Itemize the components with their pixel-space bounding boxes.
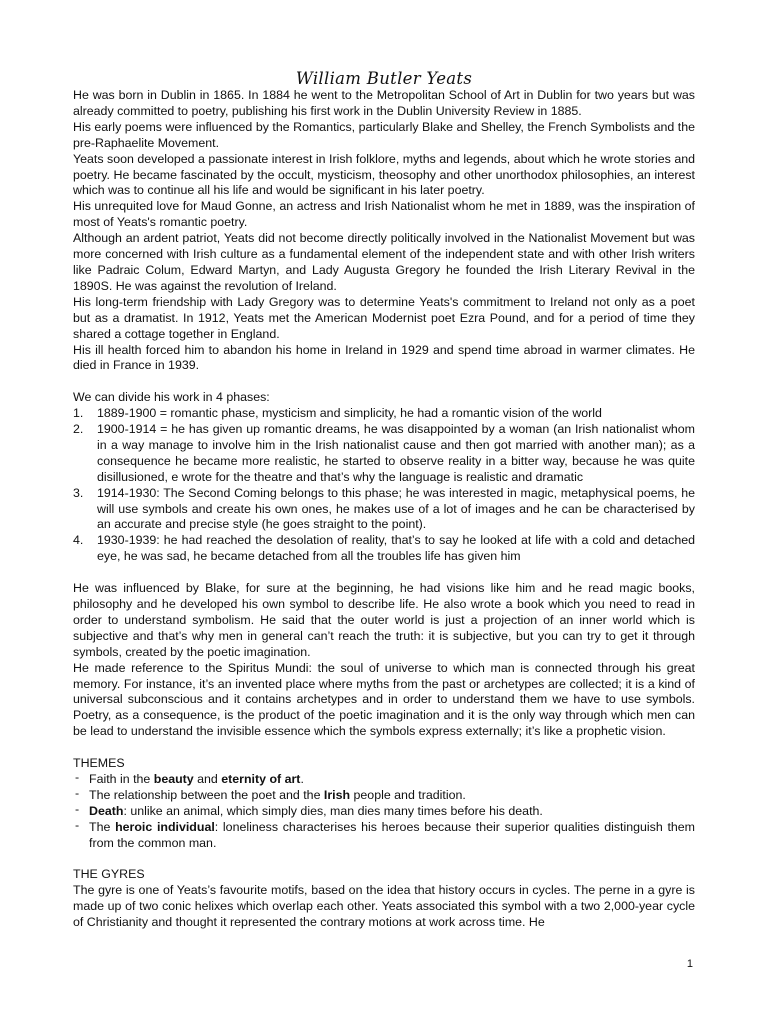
phase-text: 1889-1900 = romantic phase, mysticism and simplicity, he had a romantic vision of the world <box>97 406 602 421</box>
spacer <box>73 740 695 756</box>
bio-paragraph: His ill health forced him to abandon his home in Ireland in 1929 and spend time abroad in warmer climates. He died in France in 1939. <box>73 342 695 373</box>
phase-item <box>73 422 695 486</box>
theme-text: . <box>300 771 304 786</box>
phase-text: 1900-1914 = he has given up romantic dreams, he was disappointed by a woman (an Irish nationalist whom in a way manage to involve him in the Irish nationalist cause and then got married with another man); as a consequence he became more realistic, he started to observe reality in a bitter way, because he was quite disillusioned, e wrote for the theatre and that’s why the language is realistic and dramatic <box>97 422 695 484</box>
spacer <box>73 374 695 390</box>
theme-item <box>73 769 695 788</box>
bio-paragraph: Although an ardent patriot, Yeats did not become directly politically involved in the Nationalist Movement but was more concerned with Irish culture as a fundamental element of the independent state and with other Irish writers like Padraic Colum, Edward Martyn, and Lady Augusta Gregory he founded the Irish Literary Revival in the 1890S. He was against the revolution of Ireland. <box>73 231 695 293</box>
themes-heading: THEMES <box>73 756 125 771</box>
bullet-dash: - <box>75 769 80 784</box>
theme-keyword: eternity of art <box>221 771 301 786</box>
phase-number: 3. <box>73 485 84 500</box>
theme-text: : unlike an animal, which simply dies, man dies many times before his death. <box>123 803 543 818</box>
theme-keyword: Death <box>89 803 124 818</box>
theme-keyword: Irish <box>323 787 351 802</box>
theme-item <box>73 801 695 820</box>
bullet-dash: - <box>75 817 80 832</box>
theme-keyword: beauty <box>153 771 194 786</box>
gyres-paragraph: The gyre is one of Yeats’s favourite motifs, based on the idea that history occurs in cycles. The perne in a gyre is made up of two conic helixes which overlap each other. Yeats associated this symbol with a two 2,000-year cycle of Christianity and thought it represented the contrary motions at work across time. He <box>73 883 695 930</box>
bullet-dash: - <box>75 801 80 816</box>
theme-item <box>73 817 695 852</box>
bio-paragraph: His long-term friendship with Lady Gregory was to determine Yeats's commitment to Ireland not only as a poet but as a dramatist. In 1912, Yeats met the American Modernist poet Ezra Pound, and for a period of time they shared a cottage together in England. <box>73 294 695 341</box>
themes-list <box>73 769 695 852</box>
bio-paragraph: He was born in Dublin in 1865. In 1884 he went to the Metropolitan School of Art in Dublin for two years but was already committed to poetry, publishing his first work in the Dublin University Review in 1885. <box>73 88 695 118</box>
spacer <box>73 851 695 867</box>
theme-text: people and tradition. <box>350 787 466 802</box>
theme-text: and <box>193 771 222 786</box>
theme-text: Faith in the <box>89 771 154 786</box>
bio-paragraph: His unrequited love for Maud Gonne, an actress and Irish Nationalist whom he met in 1889, was the inspiration of most of Yeats's romantic poetry. <box>73 199 695 230</box>
theme-keyword: heroic individual <box>115 819 215 834</box>
document-title: William Butler Yeats <box>295 69 473 88</box>
document-body <box>73 88 695 931</box>
phase-text: 1930-1939: he had reached the desolation of reality, that’s to say he looked at life with a cold and detached eye, he was sad, he became detached from all the troubles life has given him <box>97 533 695 564</box>
spacer <box>73 565 695 581</box>
bio-paragraph: Yeats soon developed a passionate interest in Irish folklore, myths and legends, about which he wrote stories and poetry. He became fascinated by the occult, mysticism, theosophy and other unorthodox philosophies, an interest which was to continue all his life and would be significant in his later poetry. <box>73 151 695 198</box>
gyres-heading: THE GYRES <box>73 867 145 882</box>
bullet-dash: - <box>75 785 80 800</box>
bio-paragraph: His early poems were influenced by the Romantics, particularly Blake and Shelley, the French Symbolists and the pre-Raphaelite Movement. <box>73 119 695 150</box>
phase-number: 4. <box>73 533 84 548</box>
theme-text: : loneliness characterises his heroes because their superior qualities distinguish them from the common man. <box>89 819 695 850</box>
theme-item <box>73 785 695 804</box>
influence-paragraph: He was influenced by Blake, for sure at the beginning, he had visions like him and he read magic books, philosophy and he developed his own symbol to describe life. He also wrote a book which you need to read in order to understand symbolism. He said that the outer world is just a projection of an inner world which is subjective and that’s why men in general can’t reach the truth: it is subjective, but you can try to get it through symbols, created by the poetic imagination. <box>73 581 695 659</box>
phase-item <box>73 406 695 422</box>
phase-item <box>73 486 695 534</box>
phase-text: 1914-1930: The Second Coming belongs to this phase; he was interested in magic, metaphysical poems, he will use symbols and create his own ones, he makes use of a lot of images and he can be characterised by an accurate and precise style (he goes straight to the point). <box>97 485 695 532</box>
phase-number: 1. <box>73 406 84 421</box>
theme-text: The <box>89 819 116 834</box>
page-number: 1 <box>686 958 693 970</box>
phases-intro: We can divide his work in 4 phases: <box>73 390 270 405</box>
theme-text: The relationship between the poet and the <box>89 787 324 802</box>
influence-paragraph: He made reference to the Spiritus Mundi: the soul of universe to which man is connected through his great memory. For instance, it’s an invented place where myths from the past or archetypes are collected; it is a kind of universal subconscious and it contains archetypes and in order to understand them we have to use symbols. Poetry, as a consequence, is the product of the poetic imagination and it is the only way through which men can be lead to understand the invisible essence which the symbols express externally; it’s like a prophetic vision. <box>73 660 695 739</box>
phase-item <box>73 533 695 565</box>
phase-number: 2. <box>73 422 84 437</box>
phases-list <box>73 406 695 565</box>
